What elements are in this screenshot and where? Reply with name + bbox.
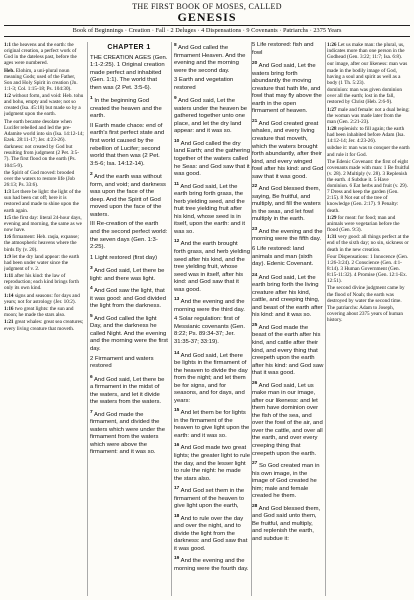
note: 1:1 the heavens and the earth: the original creation, a perfect work of God in the dateless past, before the ages were numbered. (4, 42, 77, 67)
running-title: THE FIRST BOOK OF MOSES, CALLED (132, 2, 282, 11)
note: 1:29 for meat: for food; man and animals were vegetarian before the flood (Gen. 9:3). (327, 214, 400, 234)
verse: $^9$ And God said, Let the waters under the heaven be gathered together unto one place, and let the dry land appear: and it was so. (174, 96, 248, 135)
column-divider (87, 42, 88, 596)
verse: $^{21}$ And God created great whales, and every living creature that moveth, which the waters brought forth abundantly, after their kind, and every winged fowl after his kind: and God saw that it was good. (252, 118, 324, 180)
verse: $^{17}$ And God set them in the firmament of the heaven to give light upon the earth, (174, 486, 245, 510)
note: 1:31 very good: all things perfect at the end of the sixth day; no sin, sickness or death in the new creation. (327, 234, 409, 253)
verse: $^3$ And God said, Let there be light: and there was light. (90, 266, 165, 282)
book-title: GENESIS (177, 10, 237, 24)
note: 1:6 firmament: Heb. raqia, expanse; the atmospheric heavens where the birds fly (v. 20). (4, 234, 79, 253)
scripture-column-3 (252, 42, 324, 596)
verse: $^{23}$ And the evening and the morning were the fifth day. (252, 226, 323, 243)
verse: $^{11}$ And God said, Let the earth bring forth grass, the herb yielding seed, and the fruit tree yielding fruit after his kind, whose seed is in itself, upon the earth: and it was so. (174, 181, 246, 235)
verse: $^{26}$ And God said, Let us make man in our image, after our likeness: and let them have dominion over the fish of the sea, and over the fowl of the air, and over the cattle, and over all the earth, and over every creeping thing that creepeth upon the earth. (252, 380, 323, 457)
verse: $^{15}$ And let them be for lights in the firmament of the heaven to give light upon the earth: and it was so. (174, 408, 250, 439)
note: The patriarchs: Adam to Joseph, covering about 2375 years of human history. (327, 304, 403, 324)
chapter-heading: CHAPTER 1 (107, 44, 151, 51)
scripture-column-2 (174, 42, 250, 596)
verse: $^{16}$ And God made two great lights; the greater light to rule the day, and the lesser light to rule the night: he made the stars also. (174, 443, 250, 482)
note: 1:9 let the dry land appear: the earth had been under water since the judgment of v. 2. (4, 253, 80, 272)
verse: $^1$ In the beginning God created the heaven and the earth. (90, 96, 162, 120)
column-divider (325, 42, 326, 596)
scripture-column-1 (90, 42, 168, 596)
verse: $^{28}$ And God blessed them, and God said unto them, Be fruitful, and multiply, and replenish the earth, and subdue it: (252, 503, 321, 542)
verse: $^2$ And the earth was without form, and void; and darkness was upon the face of the deep. And the Spirit of God moved upon the face of the waters. (90, 172, 166, 218)
header-rule-top (4, 25, 410, 26)
note: 1:26 Let us make man: the plural, us, indicates more than one person in the Godhead (Gen. 3:22; 11:7; Isa. 6:8). (327, 42, 405, 61)
note: darkness: not created by God but resulting from judgment (2 Pet. 3:5-7). The first flood on the earth (Ps. 104:5-9). (4, 144, 79, 169)
outline-heading: 2 Firmament and waters restored (90, 355, 154, 370)
note: 1:3 Let there be light: the light of the sun had been cut off; here it is restored and made to shine upon the earth again. (4, 189, 81, 214)
note: Heb. Elohim, a uni-plural noun meaning Gods; used of the Father, Son and Holy Spirit in creation (Jn. 1:1-3; Col. 1:15-18; Ps. 104:30). (4, 67, 78, 92)
note: 1:28 replenish: to fill again; the earth had been inhabited before Adam (Isa. 14:12-14; Jer. 4:23-26). (327, 125, 405, 145)
note: The Edenic Covenant: the first of eight covenants made with man: 1 Be fruitful (v. 28). 2 Multiply (v. 28). 3 Replenish the earth. 4 Subdue it. 5 Have dominion. 6 Eat herbs and fruit (v. 29). 7 Dress and keep the garden (Gen. 2:15). 8 Not eat of the tree of knowledge (Gen. 2:17). 9 Penalty: death. (327, 158, 410, 214)
note: our image, after our likeness: man was made in the bodily image of God, having a soul and spirit as well as a body (1 Th. 5:23). (327, 61, 408, 86)
note: The second divine judgment came by the flood of Noah; the earth was destroyed by water the second time. (327, 285, 405, 304)
outline-heading: THE CREATION AGES (Gen. 1:1-2:25). 1 Original creation made perfect and inhabited (Gen. 1:1). The world that then was (2 Pet. 3:5-6). (90, 54, 168, 91)
outline-heading: 4 Solar regulation: first of Messianic covenants (Gen. 8:22; Ps. 89:34-37; Jer. 31:35-37; 33:19). (174, 316, 246, 345)
note: 1:14 signs and seasons: for days and years; not for astrology (Jer. 10:2). (4, 292, 80, 305)
outline-heading: 1 Light restored (first day) (90, 254, 158, 261)
note: 1:5 the first day: literal 24-hour days, evening and morning, the same as we now have. (4, 214, 82, 234)
verse: $^{14}$ And God said, Let there be lights in the firmament of the heaven to divide the day from the night; and let them be for signs, and for seasons, and for days, and years: (174, 350, 248, 404)
header-rule-bottom (4, 36, 410, 37)
right-notes-column (327, 42, 411, 596)
note: 1:27 male and female: not a dual being; the woman was made later from the man (Gen. 2:21-23). (327, 106, 410, 125)
note: 1:11 after his kind: the law of reproduction; each kind brings forth only its own kind. (4, 273, 79, 292)
verse: $^{10}$ And God called the dry land Earth; and the gathering together of the waters called he Seas: and God saw that it was good. (174, 138, 250, 178)
verse: $^{12}$ And the earth brought forth grass, and herb yielding seed after his kind, and the tree yielding fruit, whose seed was in itself, after his kind: and God saw that it was good. (174, 239, 250, 293)
note: subdue it: man was to conquer the earth and rule it for God. (327, 145, 410, 158)
verse: $^4$ And God saw the light, that it was good: and God divided the light from the darkness. (90, 286, 166, 310)
note: The earth became desolate when Lucifer rebelled and led the pre-Adamite world into sin (Isa. 14:12-14; Ezek. 28:11-17; Jer. 4:23-26). (4, 118, 84, 143)
note: 1:16 two great lights: the sun and moon; he made the stars also. (4, 306, 74, 319)
outline-heading: II Earth made chaos: end of earth's first perfect state and first world caused by the rebellion of Lucifer; second world that then was (2 Pet. 3:5-6; Isa. 14:12-14). (90, 122, 165, 167)
verse: $^{18}$ And to rule over the day and over the night, and to divide the light from the darkness: and God saw that it was good. (174, 513, 248, 552)
note: the Spirit of God moved: brooded over the waters to restore life (Job 26:13; Ps. 33:6). (4, 169, 75, 188)
note: Four Dispensations: 1 Innocence (Gen. 1:26-3:24). 2 Conscience (Gen. 4:1-8:14). 3 Human Government (Gen. 8:15-11:32). 4 Promise (Gen. 12:1-Ex. 12:51). (327, 253, 409, 285)
verse: $^7$ And God made the firmament, and divided the waters which were under the firmament from the waters which were above the firmament: and it was so. (90, 409, 165, 456)
book-summary: Book of Beginnings · Creation · Fall · 2 Deluges · 4 Dispensations · 9 Covenants · Patriarchs · 2375 Years (72, 27, 342, 34)
column-divider (171, 42, 172, 596)
note: 1:21 great whales: great sea creatures; every living creature that moveth. (4, 319, 84, 332)
verse: $^{19}$ And the evening and the morning were the fourth day. (174, 556, 249, 572)
outline-heading: III Re-creation of the earth and the second perfect world: the seven days (Gen. 1:3-2:25). (90, 221, 168, 251)
verse: $^{22}$ And God blessed them, saying, Be fruitful, and multiply, and fill the waters in the seas, and let fowl multiply in the earth. (252, 184, 321, 223)
verse: $^{20}$ And God said, Let the waters bring forth abundantly the moving creature that hath life, and fowl that may fly above the earth in the open firmament of heaven. (252, 61, 322, 115)
outline-heading: 6 Life restored: land animals and man (sixth day). Edenic Covenant. (252, 246, 314, 268)
verse: $^6$ And God said, Let there be a firmament in the midst of the waters, and let it divide the waters from the waters. (90, 374, 165, 406)
verse: $^{27}$ So God created man in his own image, in the image of God created he him; male and female created he them. (252, 461, 320, 500)
note: dominion: man was given dominion over all the earth; lost in the fall, restored by Christ (Heb. 2:6-9). (327, 87, 402, 106)
verse: $^5$ And God called the light Day, and the darkness he called Night. And the evening and the morning were the first day. (90, 313, 168, 352)
left-notes-column (4, 42, 84, 596)
outline-heading: 3 Earth and vegetation restored (174, 77, 234, 91)
verse: $^8$ And God called the firmament Heaven. And the evening and the morning were the second day. (174, 43, 246, 74)
note: 1:2 without form, and void: Heb. tohu and bohu, empty and waste; not so created (Isa. 45:18) but made so by a judgment upon the earth. (4, 93, 84, 118)
verse: $^{13}$ And the evening and the morning were the third day. (174, 297, 245, 313)
verse: $^{25}$ And God made the beast of the earth after his kind, and cattle after their kind, and every thing that creepeth upon the earth after his kind: and God saw that it was good. (252, 322, 324, 377)
outline-heading: 5 Life restored: fish and fowl (252, 42, 314, 56)
verse: $^{24}$ And God said, Let the earth bring forth the living creature after his kind, cattle, and creeping thing, and beast of the earth after his kind: and it was so. (252, 272, 323, 319)
